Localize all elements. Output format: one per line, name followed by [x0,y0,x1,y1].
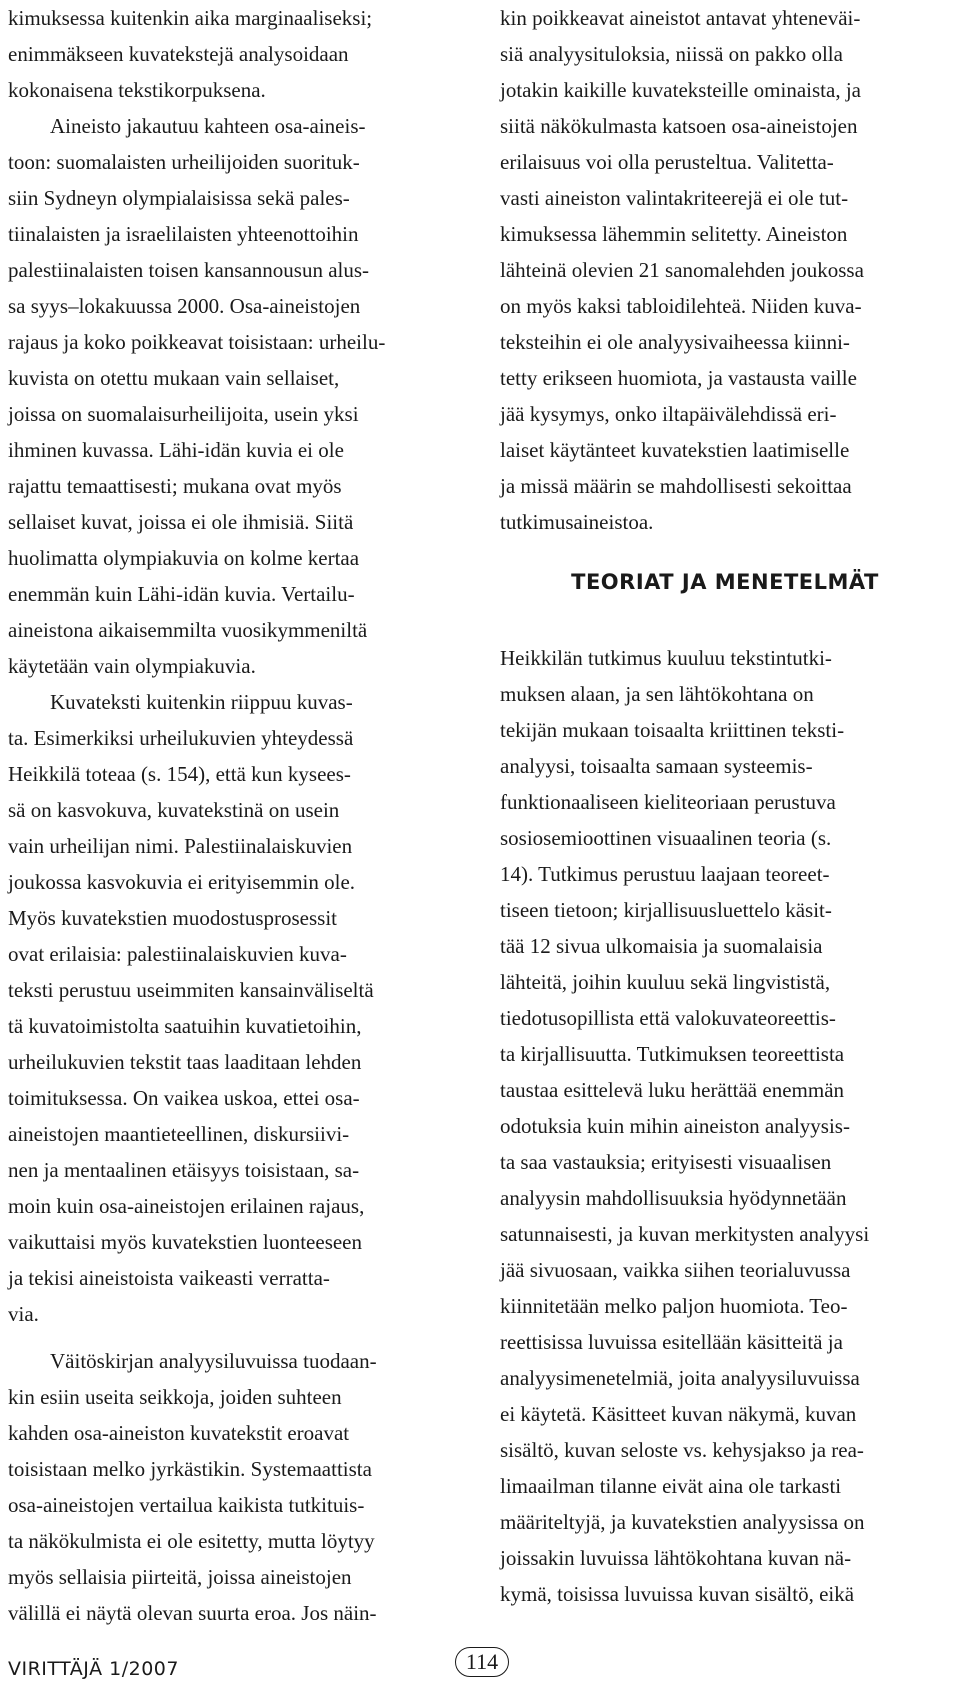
text-line: via. [8,1302,39,1326]
text-line: tetty erikseen huomiota, ja vastausta vaille [500,366,857,390]
text-line: Heikkilä toteaa (s. 154), että kun kysees- [8,762,351,786]
text-line: lähteinä olevien 21 sanomalehden joukossa [500,258,864,282]
text-line: tiedotusopillista että valokuvateoreettis- [500,1006,836,1030]
text-line: funktionaaliseen kieliteoriaan perustuva [500,790,836,814]
text-line: sa syys–lokakuussa 2000. Osa-aineistojen [8,294,361,318]
right-column-top [500,0,950,540]
text-line: toisistaan melko jyrkästikin. Systemaattista [8,1457,372,1481]
text-line: odotuksia kuin mihin aineiston analyysis- [500,1114,850,1138]
text-line: kimuksessa lähemmin selitetty. Aineiston [500,222,848,246]
text-line: lähteitä, joihin kuuluu sekä lingvististä, [500,970,831,994]
text-line: ta. Esimerkiksi urheilukuvien yhteydessä [8,726,354,750]
text-line: jää sivuosaan, vaikka siihen teorialuvussa [500,1258,851,1282]
text-line: kin esiin useita seikkoja, joiden suhteen [8,1385,342,1409]
text-line: analyysimenetelmiä, joita analyysiluvuissa [500,1366,860,1390]
text-line: erilaisuus voi olla perusteltua. Valitetta- [500,150,834,174]
text-line: nen ja mentaalinen etäisyys toisistaan, sa- [8,1158,360,1182]
text-line: kiinnitetään melko paljon huomiota. Teo- [500,1294,848,1318]
text-line: moin kuin osa-aineistojen erilainen rajaus, [8,1194,365,1218]
text-line: teksti perustuu useimmiten kansainväliseltä [8,978,374,1002]
text-line: palestiinalaisten toisen kansannousun alus- [8,258,370,282]
text-line: ta kirjallisuutta. Tutkimuksen teoreettista [500,1042,845,1066]
text-line: limaailman tilanne eivät aina ole tarkasti [500,1474,842,1498]
text-line: sä on kasvokuva, kuvatekstinä on usein [8,798,340,822]
section-heading: TEORIAT JA MENETELMÄT [571,570,879,594]
text-line: sosiosemioottinen visuaalinen teoria (s. [500,826,832,850]
text-line: rajattu temaattisesti; mukana ovat myös [8,474,342,498]
text-line: joissa on suomalaisurheilijoita, usein yksi [8,402,359,426]
text-line: satunnaisesti, ja kuvan merkitysten analyysi [500,1222,870,1246]
left-column [8,0,456,1631]
text-line: analyysin mahdollisuuksia hyödynnetään [500,1186,847,1210]
text-line: ihminen kuvassa. Lähi-idän kuvia ei ole [8,438,344,462]
text-line: kuvista on otettu mukaan vain sellaiset, [8,366,340,390]
text-line: Kuvateksti kuitenkin riippuu kuvas- [50,690,353,714]
text-line: on myös kaksi tabloidilehteä. Niiden kuva- [500,294,862,318]
text-line: Myös kuvatekstien muodostusprosessit [8,906,337,930]
text-line: sisältö, kuvan seloste vs. kehysjakso ja rea- [500,1438,864,1462]
text-line: kahden osa-aineiston kuvatekstit eroavat [8,1421,350,1445]
text-line: välillä ei näytä olevan suurta eroa. Jos näin- [8,1601,377,1625]
text-line: Aineisto jakautuu kahteen osa-aineis- [50,114,366,138]
text-line: huolimatta olympiakuvia on kolme kertaa [8,546,360,570]
text-line: ja missä määrin se mahdollisesti sekoittaa [500,474,852,498]
text-line: käytetään vain olympiakuvia. [8,654,256,678]
text-line: tutkimusaineistoa. [500,510,654,534]
journal-issue: VIRITTÄJÄ 1/2007 [8,1658,179,1680]
text-line: vaikuttaisi myös kuvatekstien luonteeseen [8,1230,363,1254]
page-number: 114 [455,1647,509,1677]
text-line: kin poikkeavat aineistot antavat yhteneväi- [500,6,861,30]
text-line: jotakin kaikille kuvateksteille ominaista, ja [500,78,861,102]
text-line: kymä, toisissa luvuissa kuvan sisältö, eikä [500,1582,855,1606]
text-line: enemmän kuin Lähi-idän kuvia. Vertailu- [8,582,355,606]
text-line: ja tekisi aineistoista vaikeasti verratta- [8,1266,330,1290]
text-line: sellaiset kuvat, joissa ei ole ihmisiä. Siitä [8,510,354,534]
text-line: siin Sydneyn olympialaisissa sekä pales- [8,186,350,210]
text-line: tekijän mukaan toisaalta kriittinen teksti- [500,718,845,742]
text-line: vain urheilijan nimi. Palestiinalaiskuvien [8,834,353,858]
text-line: aineistojen maantieteellinen, diskursiivi- [8,1122,350,1146]
text-line: siitä näkökulmasta katsoen osa-aineistojen [500,114,858,138]
text-line: muksen alaan, ja sen lähtökohtana on [500,682,814,706]
text-line: reettisissa luvuissa esitellään käsitteitä ja [500,1330,843,1354]
text-line: laiset käytänteet kuvatekstien laatimiselle [500,438,850,462]
text-line: joissakin luvuissa lähtökohtana kuvan nä- [500,1546,852,1570]
text-line: Heikkilän tutkimus kuuluu tekstintutki- [500,646,832,670]
text-line: määriteltyjä, ja kuvatekstien analyysissa on [500,1510,865,1534]
text-line: analyysi, toisaalta samaan systeemis- [500,754,813,778]
text-line: rajaus ja koko poikkeavat toisistaan: urheilu- [8,330,386,354]
text-line: enimmäkseen kuvatekstejä analysoidaan [8,42,349,66]
text-line: jää kysymys, onko iltapäivälehdissä eri- [500,402,837,426]
text-line: tiseen tietoon; kirjallisuusluettelo käsit- [500,898,832,922]
text-line: tä kuvatoimistolta saatuihin kuvatietoihin, [8,1014,362,1038]
text-line: ovat erilaisia: palestiinalaiskuvien kuva- [8,942,347,966]
text-line: vasti aineiston valintakriteerejä ei ole tut- [500,186,849,210]
text-line: myös sellaisia piirteitä, joissa aineistojen [8,1565,352,1589]
text-line: ei käytetä. Käsitteet kuvan näkymä, kuvan [500,1402,857,1426]
right-column-bottom [500,640,950,1612]
text-line: Väitöskirjan analyysiluvuissa tuodaan- [50,1349,377,1373]
text-line: osa-aineistojen vertailua kaikista tutkituis- [8,1493,365,1517]
text-line: toon: suomalaisten urheilijoiden suorituk- [8,150,360,174]
text-line: ta näkökulmista ei ole esitetty, mutta löytyy [8,1529,375,1553]
text-line: tiinalaisten ja israelilaisten yhteenottoihin [8,222,359,246]
text-line: kimuksessa kuitenkin aika marginaaliseksi; [8,6,373,30]
text-line: ta saa vastauksia; erityisesti visuaalisen [500,1150,832,1174]
text-line: joukossa kasvokuvia ei erityisemmin ole. [8,870,356,894]
text-line: toimituksessa. On vaikea uskoa, ettei osa- [8,1086,360,1110]
text-line: 14). Tutkimus perustuu laajaan teoreet- [500,862,830,886]
text-line: kokonaisena tekstikorpuksena. [8,78,266,102]
text-line: urheilukuvien tekstit taas laaditaan lehden [8,1050,362,1074]
text-line: taustaa esittelevä luku herättää enemmän [500,1078,845,1102]
text-line: teksteihin ei ole analyysivaiheessa kiinni- [500,330,850,354]
text-line: siä analyysituloksia, niissä on pakko olla [500,42,843,66]
text-line: aineistona aikaisemmilta vuosikymmeniltä [8,618,368,642]
text-line: tää 12 sivua ulkomaisia ja suomalaisia [500,934,823,958]
